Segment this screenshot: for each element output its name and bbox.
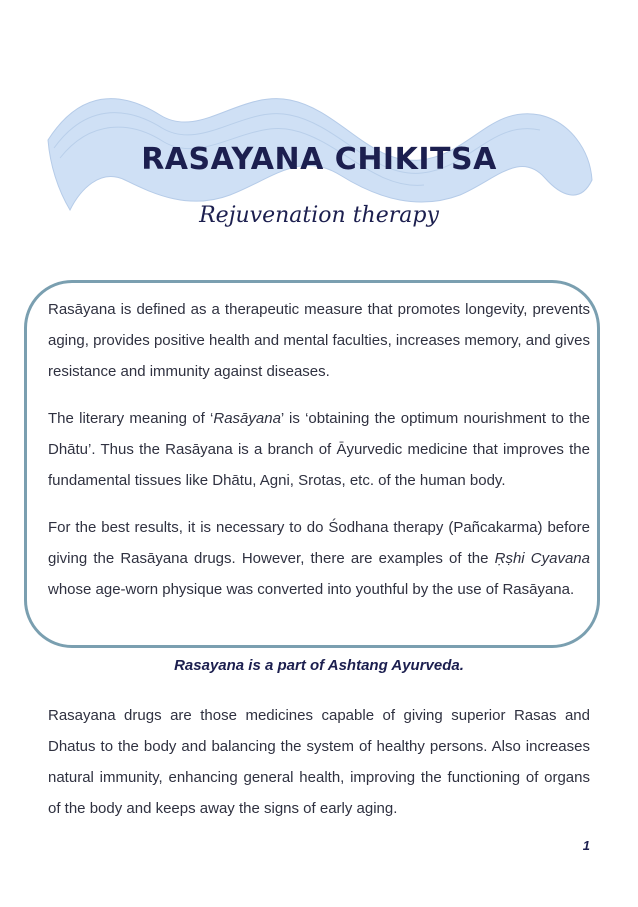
drugs-paragraph: Rasayana drugs are those medicines capable of giving superior Rasas and Dhatus to the body and balancing the system of healthy persons. Also increases natural immunity, enhancing general health, improving the functioning of organs of the body and keeps away the signs of early aging.	[48, 707, 590, 817]
page-title: RASAYANA CHIKITSA	[141, 142, 497, 177]
results-text-end: whose age-worn physique was converted into youthful by the use of Rasāyana.	[48, 581, 575, 598]
meaning-text-start: The literary meaning of ‘	[48, 410, 214, 427]
meaning-text-end: ’ is ‘obtaining the optimum nourishment to the Dhātu’. Thus the Rasāyana is a branch of Āyurvedic medicine that improves the fundamental tissues like Dhātu, Agni, Srotas, etc. of the human body.	[48, 410, 591, 489]
meaning-paragraph	[48, 403, 590, 496]
meaning-term: Rasāyana	[213, 410, 281, 427]
caption-line: Rasayana is a part of Ashtang Ayurveda.	[174, 657, 464, 674]
intro-paragraph: Rasāyana is defined as a therapeutic measure that promotes longevity, prevents aging, provides positive health and mental faculties, increases memory, and gives resistance and immunity against diseases.	[48, 301, 590, 380]
results-paragraph	[48, 512, 590, 605]
results-text-start: For the best results, it is necessary to do Śodhana therapy (Pañcakarma) before giving the Rasāyana drugs. However, there are examples of the	[48, 519, 590, 567]
results-term: Ṛṣhi Cyavana	[494, 550, 590, 567]
page-subtitle: Rejuvenation therapy	[199, 203, 439, 228]
page-number: 1	[582, 838, 590, 853]
